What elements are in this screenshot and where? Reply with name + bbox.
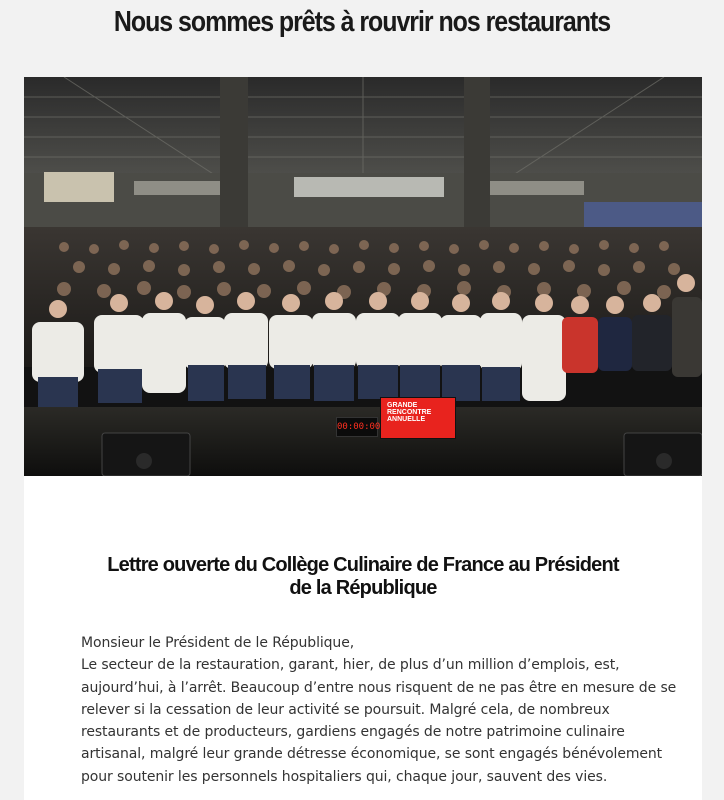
letter-line: Le secteur de la restauration, garant, hier, de plus d’un million d’emplois, est, — [81, 657, 620, 674]
page-title: Nous sommes prêts à rouvrir nos restaurants — [113, 6, 611, 38]
letter-line: Monsieur le Président de le République, — [81, 635, 355, 651]
letter-line: restaurants et de producteurs, gardiens engagés de notre patrimoine culinaire — [81, 724, 625, 741]
letter-body — [81, 632, 677, 788]
sign-line-3: ANNUELLE — [387, 416, 426, 423]
group-photo — [24, 77, 702, 476]
sign-line-1: GRANDE — [387, 402, 418, 409]
photo-event-sign — [380, 397, 456, 439]
sign-line-2: RENCONTRE — [387, 409, 432, 416]
article-card — [24, 77, 702, 800]
letter-line: artisanal, malgré leur grande détresse économique, se sont engagés bénévolement — [81, 746, 663, 763]
letter-line: pour soutenir les personnels hospitaliers qui, chaque jour, sauvent des vies. — [81, 768, 608, 785]
photo-timer-display: 00:00:00 — [336, 417, 378, 437]
letter-line: aujourd’hui, à l’arrêt. Beaucoup d’entre nous risquent de ne pas être en mesure de se — [81, 679, 677, 696]
letter-line: relever si la cessation de leur activité se poursuit. Malgré cela, de nombreux — [81, 701, 610, 718]
letter-title: Lettre ouverte du Collège Culinaire de France au Président de la République — [107, 554, 619, 599]
